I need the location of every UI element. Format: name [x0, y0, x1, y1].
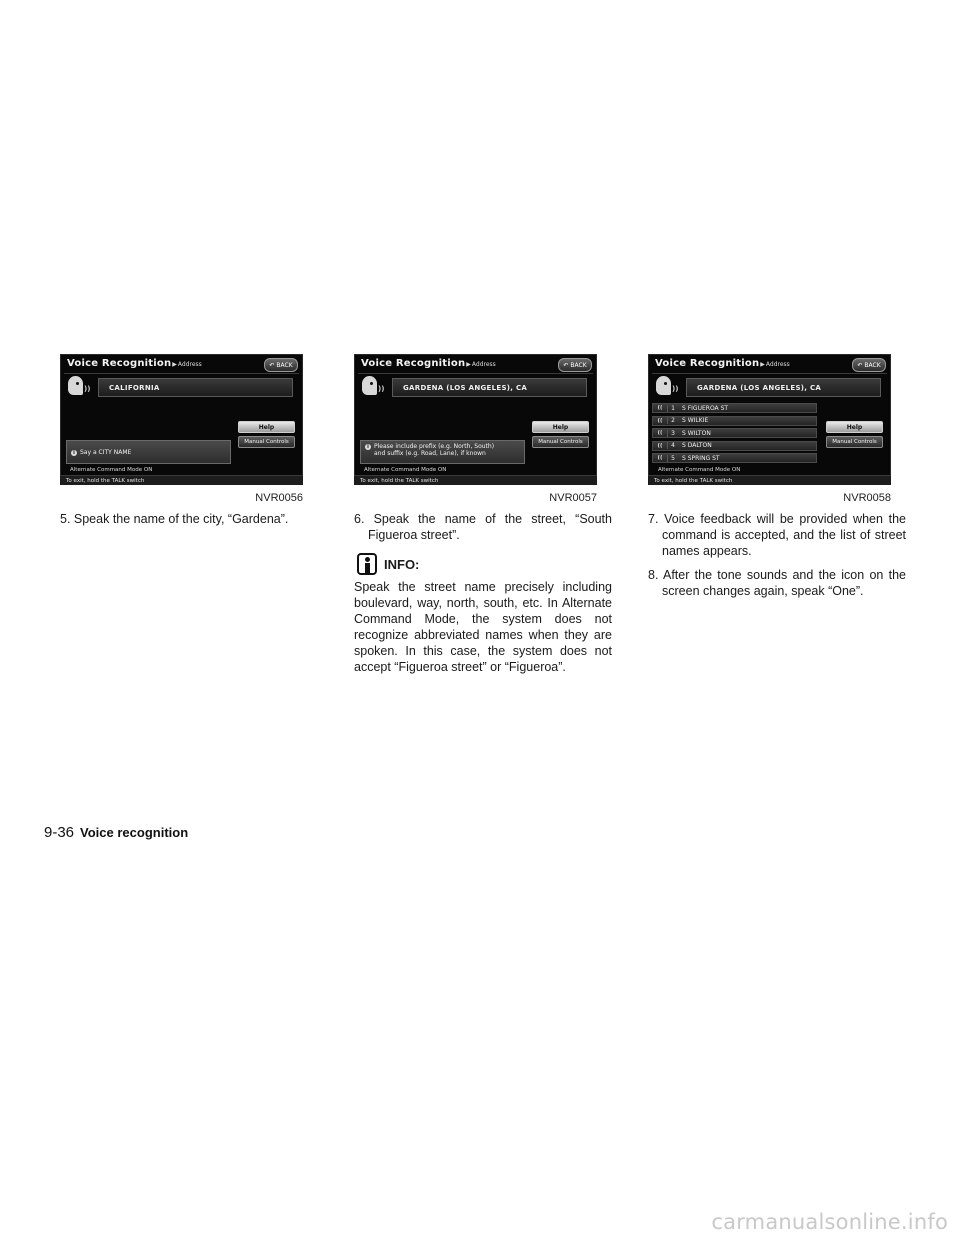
- nav-screen-street-list: [648, 354, 891, 485]
- page-number: 9-36: [44, 824, 75, 841]
- screen-breadcrumb: Address: [471, 361, 496, 368]
- breadcrumb-arrow-icon: ▶: [760, 361, 765, 368]
- help-button[interactable]: Help: [532, 421, 589, 433]
- figure-id: NVR0057: [549, 492, 597, 504]
- screen-breadcrumb: Address: [765, 361, 790, 368]
- back-arrow-icon: ↶: [563, 361, 569, 369]
- screen-header: [361, 358, 496, 372]
- prompt-text: Please include prefix (e.g. North, South) and suffix (e.g. Road, Lane), if known: [374, 443, 495, 457]
- voice-wave-icon: ((: [657, 405, 663, 411]
- street-list-item[interactable]: (( 4 S DALTON: [652, 441, 817, 451]
- street-list: [652, 403, 817, 466]
- voice-head-icon: )): [68, 376, 90, 400]
- screen-title: Voice Recognition: [67, 358, 172, 369]
- screen-breadcrumb: Address: [177, 361, 202, 368]
- alternate-mode-status: Alternate Command Mode ON: [364, 467, 447, 473]
- street-list-item[interactable]: (( 5 S SPRING ST: [652, 453, 817, 463]
- voice-wave-icon: ((: [657, 442, 663, 449]
- nav-screen-city: [60, 354, 303, 485]
- info-heading: [354, 553, 612, 575]
- exit-hint: To exit, hold the TALK switch: [354, 475, 597, 485]
- breadcrumb-arrow-icon: ▶: [172, 361, 177, 368]
- alternate-mode-status: Alternate Command Mode ON: [658, 467, 741, 473]
- voice-wave-icon: ((: [657, 430, 663, 436]
- info-label: INFO:: [384, 556, 420, 572]
- step-7: 7. Voice feedback will be provided when the command is accepted, and the list of street names appears.: [648, 512, 906, 558]
- breadcrumb-arrow-icon: ▶: [466, 361, 471, 368]
- header-divider: [64, 373, 299, 374]
- street-list-item[interactable]: (( 3 S WILTON: [652, 428, 817, 438]
- back-arrow-icon: ↶: [269, 361, 275, 369]
- info-icon: i: [71, 450, 77, 456]
- figure-id: NVR0056: [255, 492, 303, 504]
- header-divider: [358, 373, 593, 374]
- back-button[interactable]: ↶ BACK: [264, 358, 298, 372]
- voice-prompt: [66, 440, 231, 464]
- manual-controls-button[interactable]: Manual Controls: [826, 436, 883, 448]
- help-button[interactable]: Help: [238, 421, 295, 433]
- screen-title: Voice Recognition: [655, 358, 760, 369]
- help-button[interactable]: Help: [826, 421, 883, 433]
- figure-id: NVR0058: [843, 492, 891, 504]
- address-display: GARDENA (LOS ANGELES), CA: [686, 378, 881, 397]
- address-display: CALIFORNIA: [98, 378, 293, 397]
- column-2: [354, 354, 612, 675]
- exit-hint: To exit, hold the TALK switch: [648, 475, 891, 485]
- info-icon: i: [365, 444, 371, 450]
- voice-head-icon: )): [656, 376, 678, 400]
- back-button[interactable]: ↶ BACK: [558, 358, 592, 372]
- nav-screen-street-prompt: [354, 354, 597, 485]
- step-5: 5. Speak the name of the city, “Gardena”.: [60, 512, 289, 526]
- street-list-item[interactable]: (( 2 S WILKIE: [652, 416, 817, 426]
- manual-controls-button[interactable]: Manual Controls: [532, 436, 589, 448]
- screen-header: [655, 358, 790, 372]
- alternate-mode-status: Alternate Command Mode ON: [70, 467, 153, 473]
- info-icon: [357, 553, 377, 575]
- watermark: carmanualsonline.info: [711, 1210, 948, 1234]
- address-display: GARDENA (LOS ANGELES), CA: [392, 378, 587, 397]
- voice-wave-icon: ((: [657, 417, 663, 424]
- step-8: 8. After the tone sounds and the icon on the screen changes again, speak “One”.: [648, 568, 906, 598]
- section-title: Voice recognition: [80, 825, 189, 840]
- header-divider: [652, 373, 887, 374]
- info-body: Speak the street name precisely including boulevard, way, north, south, etc. In Alternate Command Mode, the system does not recognize abbreviated names when they are spoken. In this case, the system does not accept “Figueroa street” or “Figueroa”.: [354, 580, 612, 674]
- manual-controls-button[interactable]: Manual Controls: [238, 436, 295, 448]
- step-6: 6. Speak the name of the street, “South Figueroa street”.: [354, 512, 612, 542]
- page-footer: [44, 824, 188, 841]
- column-3: [648, 354, 906, 599]
- voice-wave-icon: ((: [657, 455, 663, 461]
- back-button[interactable]: ↶ BACK: [852, 358, 886, 372]
- column-1: [60, 354, 318, 527]
- prompt-text: Say a CITY NAME: [80, 448, 132, 456]
- voice-prompt: [360, 440, 525, 464]
- screen-header: [67, 358, 202, 372]
- screen-title: Voice Recognition: [361, 358, 466, 369]
- exit-hint: To exit, hold the TALK switch: [60, 475, 303, 485]
- back-arrow-icon: ↶: [857, 361, 863, 369]
- street-list-item[interactable]: (( 1 S FIGUEROA ST: [652, 403, 817, 413]
- voice-head-icon: )): [362, 376, 384, 400]
